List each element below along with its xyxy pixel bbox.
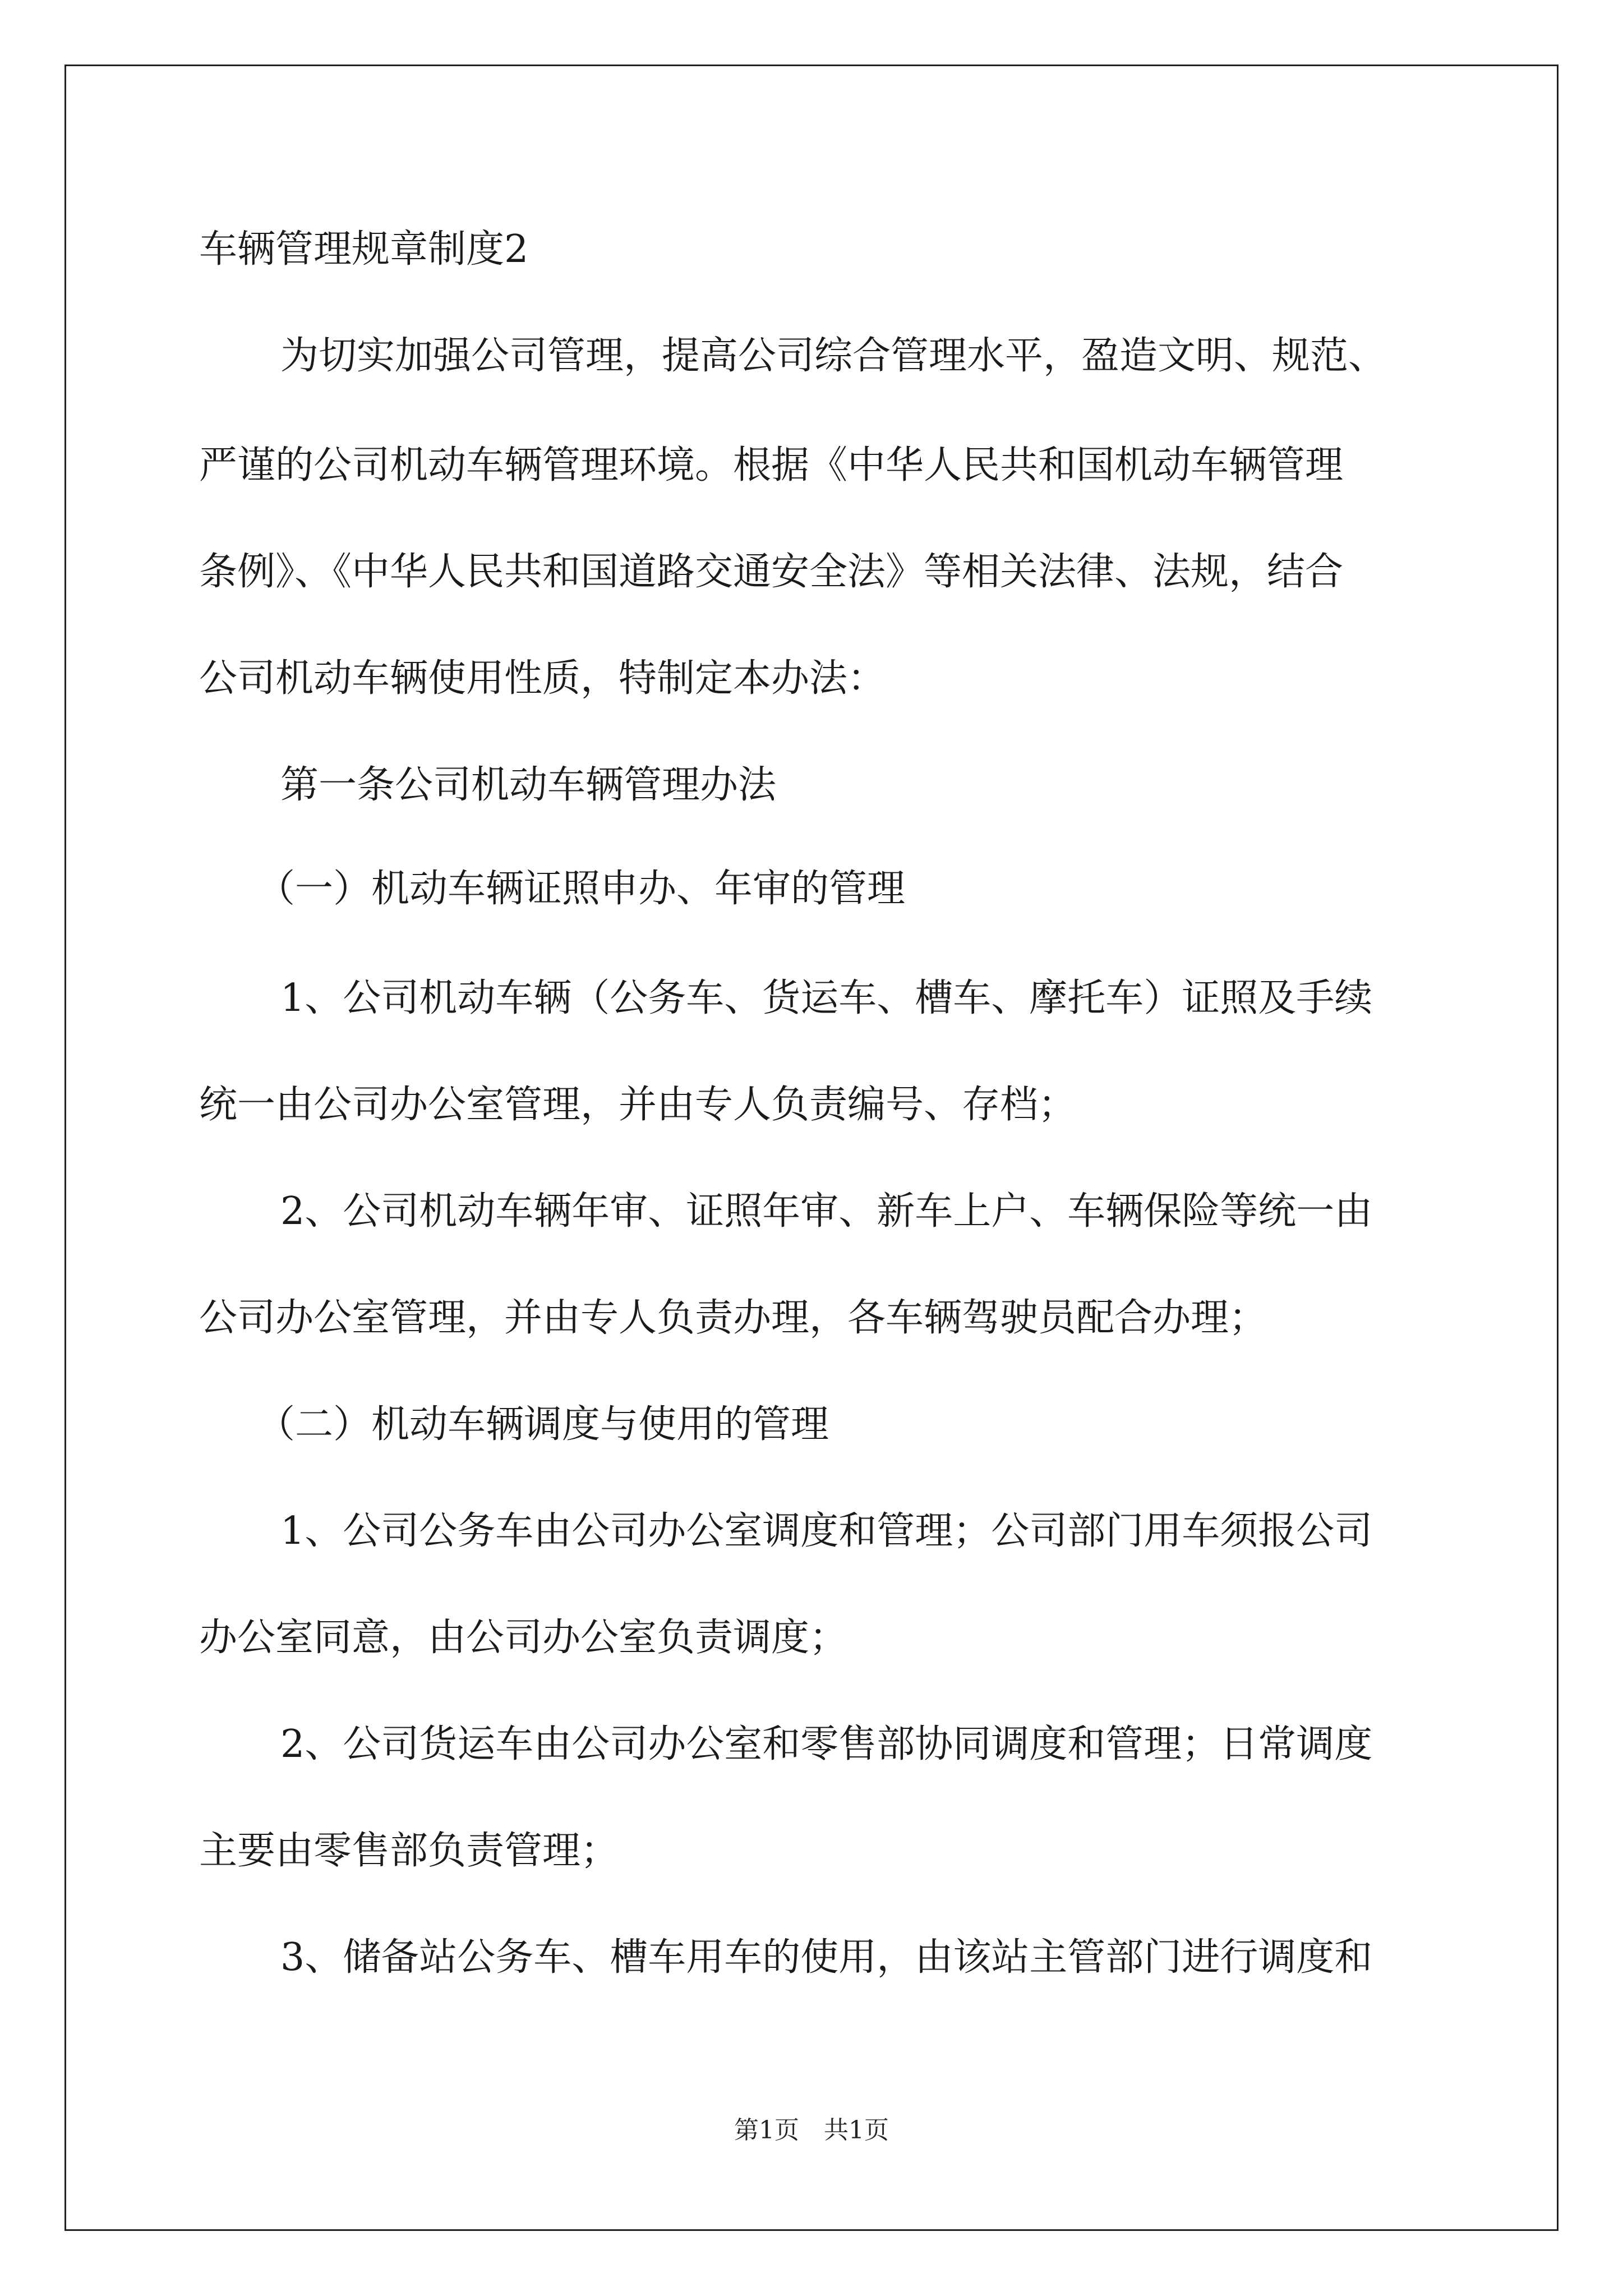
paragraph-line: 统一由公司办公室管理，并由专人负责编号、存档；	[199, 1083, 1077, 1127]
page-footer: 第1页 共1页	[734, 2116, 889, 2145]
paragraph-line: 为切实加强公司管理，提高公司综合管理水平，盈造文明、规范、	[280, 334, 1387, 378]
paragraph-line: 公司办公室管理，并由专人负责办理，各车辆驾驶员配合办理；	[199, 1296, 1267, 1340]
paragraph-line: 1、公司机动车辆（公务车、货运车、槽车、摩托车）证照及手续	[280, 976, 1373, 1020]
paragraph-line: 2、公司货运车由公司办公室和零售部协同调度和管理；日常调度	[280, 1722, 1373, 1766]
page-border	[64, 65, 1559, 2231]
paragraph-line: 严谨的公司机动车辆管理环境。根据《中华人民共和国机动车辆管理	[199, 443, 1344, 487]
paragraph-line: 公司机动车辆使用性质，特制定本办法：	[199, 656, 886, 701]
paragraph-line: 办公室同意，由公司办公室负责调度；	[199, 1616, 848, 1660]
section-heading: （一）机动车辆证照申办、年审的管理	[257, 867, 906, 911]
paragraph-line: 条例》、《中华人民共和国道路交通安全法》等相关法律、法规，结合	[199, 550, 1344, 594]
paragraph-line: 主要由零售部负责管理；	[199, 1829, 619, 1873]
document-title: 车辆管理规章制度2	[199, 227, 529, 272]
paragraph-line: 1、公司公务车由公司办公室调度和管理；公司部门用车须报公司	[280, 1509, 1373, 1553]
paragraph-line: 2、公司机动车辆年审、证照年审、新车上户、车辆保险等统一由	[280, 1189, 1373, 1234]
section-heading: （二）机动车辆调度与使用的管理	[257, 1402, 829, 1447]
paragraph-line: 3、储备站公务车、槽车用车的使用，由该站主管部门进行调度和	[280, 1935, 1373, 1980]
article-heading: 第一条公司机动车辆管理办法	[280, 763, 777, 807]
